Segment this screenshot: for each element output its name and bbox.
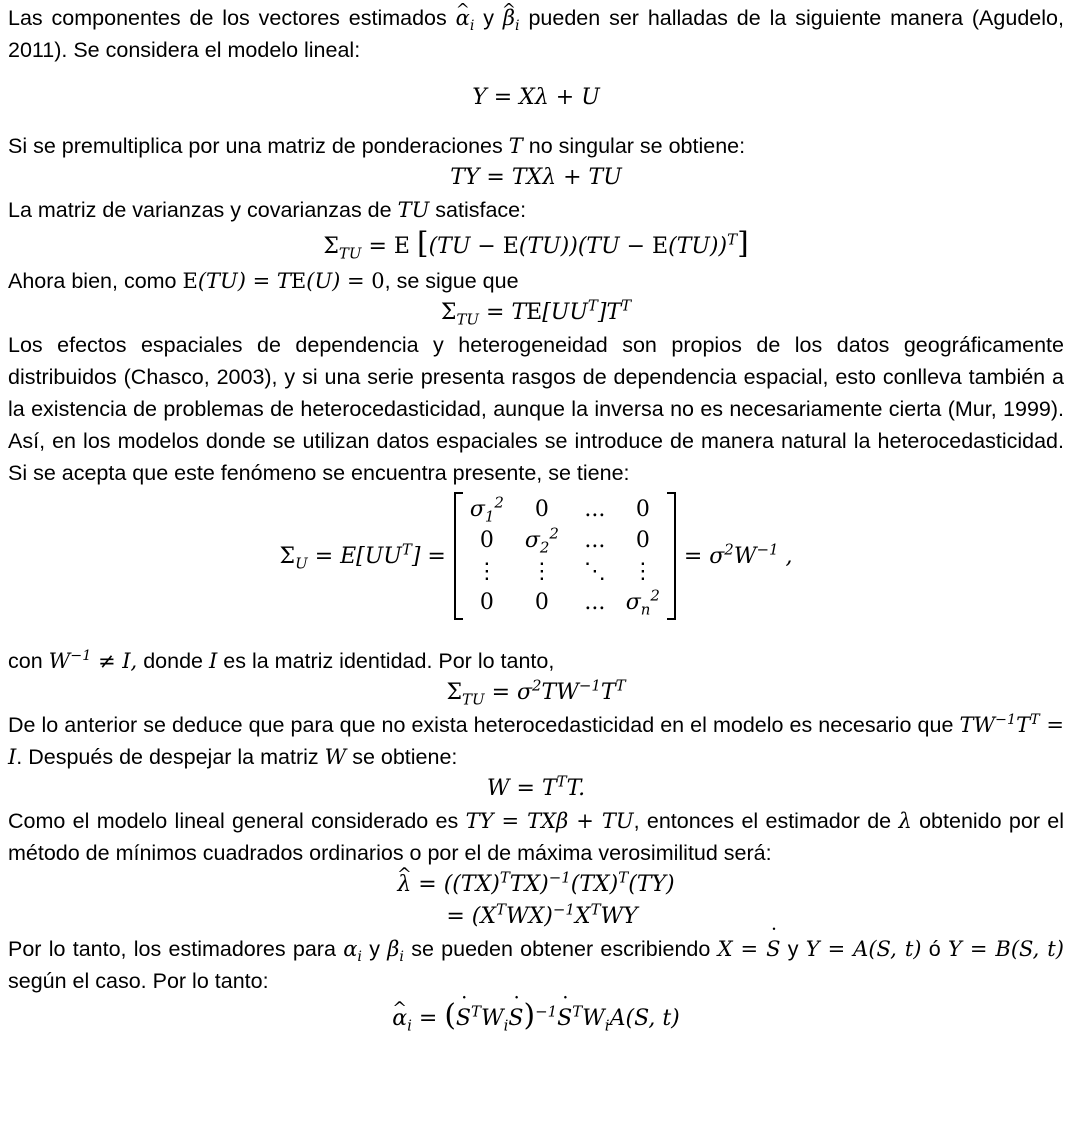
paragraph-intro: Las componentes de los vectores estimados ^ $\alpha_i$ y ^ $\beta_i$ pueden ser halladas de la siguiente manera (Agudelo, 2011). Se considera el modelo lineal: <box>8 0 1064 66</box>
equation-lambda-hat-2: = $(X^TWX)^{-1}X^TWY$ <box>446 900 638 929</box>
paragraph-general: Como el modelo lineal general considerado es TY = TXβ + TU, entonces el estimador de λ obtenido por el método de mínimos cuadrados ordinarios o por el de máxima verosimilitud será: <box>8 809 1065 865</box>
paragraph-porlotanto: Por lo tanto, los estimadores para $\alpha_i$ y $\beta_i$ se pueden obtener escribiendo X = ˙ S y Y = A(S, t) ó Y = B(S, t) según el caso. Por lo tanto: <box>8 933 1064 997</box>
paragraph-con: con $W^{-1} \ne I$, donde I es la matriz identidad. Por lo tanto, <box>8 648 555 673</box>
equation-linear-model: Y = Xλ + U <box>472 85 600 110</box>
paragraph-efectos: Los efectos espaciales de dependencia y heterogeneidad son propios de los datos geográficamente distribuidos (Chasco, 2003), y si una serie presenta rasgos de dependencia espacial, esto conlleva también a la existencia de problemas de heterocedasticidad, aunque la inversa no es necesariamente cierta (Mur, 1999). Así, en los modelos donde se utilizan datos espaciales se introduce de manera natural la heterocedasticidad. Si se acepta que este fenómeno se encuentra presente, se tiene: <box>8 333 1064 485</box>
equation-lambda-hat-1: ^ $\lambda = ((TX)^TTX)^{-1}(TX)^T(TY)$ <box>8 869 1064 901</box>
equation-weighted-model: TY = TXλ + TU <box>450 165 622 190</box>
equation-matrix-sigma-u: $\Sigma_U = E[UU^T]$ = $\sigma_1^2$ 0 ... 0 0 $\sigma_2^2$ ... 0 ⋮ ⋮ ⋱ ⋮ 0 0 ... $\sigma_n^2$ = $\sigma^2W^{-1}$ , <box>279 493 793 619</box>
paragraph-deduce: De lo anterior se deduce que para que no exista heterocedasticidad en el modelo es necesario que $TW^{-1}T^T = I$. Después de despejar la matriz W se obtiene: <box>8 712 1064 769</box>
equation-alpha-hat: ^ $\alpha_i$ = (˙ $S^TW_i˙$ S)$^{-1}$˙ $S^TW_iA(S$, t) <box>8 997 1064 1038</box>
equation-sigma-tu-2: $\Sigma_{TU} = TE[UU^T]T^T$ <box>440 296 632 329</box>
equation-sigma-tu-3: $\Sigma_{TU} = \sigma^2TW^{-1}T^T$ <box>446 676 626 709</box>
paragraph-ahora: Ahora bien, como E(TU) = TE(U) = 0, se sigue que <box>8 269 519 293</box>
equation-sigma-tu: $\Sigma_{TU} = E$ [(TU − E(TU))(TU − E(TU))$^T$] <box>323 226 749 263</box>
paragraph-premultiply: Si se premultiplica por una matriz de ponderaciones T no singular se obtiene: <box>8 134 746 158</box>
paragraph-varcov: La matriz de varianzas y covarianzas de TU satisface: <box>8 198 527 222</box>
equation-w: $W = T^TT$. <box>486 772 586 801</box>
document-page <box>8 0 1064 1038</box>
variance-matrix: $\sigma_1^2$ 0 ... 0 0 $\sigma_2^2$ ... 0 ⋮ ⋮ ⋱ ⋮ 0 0 ... $\sigma_n^2$ <box>454 492 676 620</box>
